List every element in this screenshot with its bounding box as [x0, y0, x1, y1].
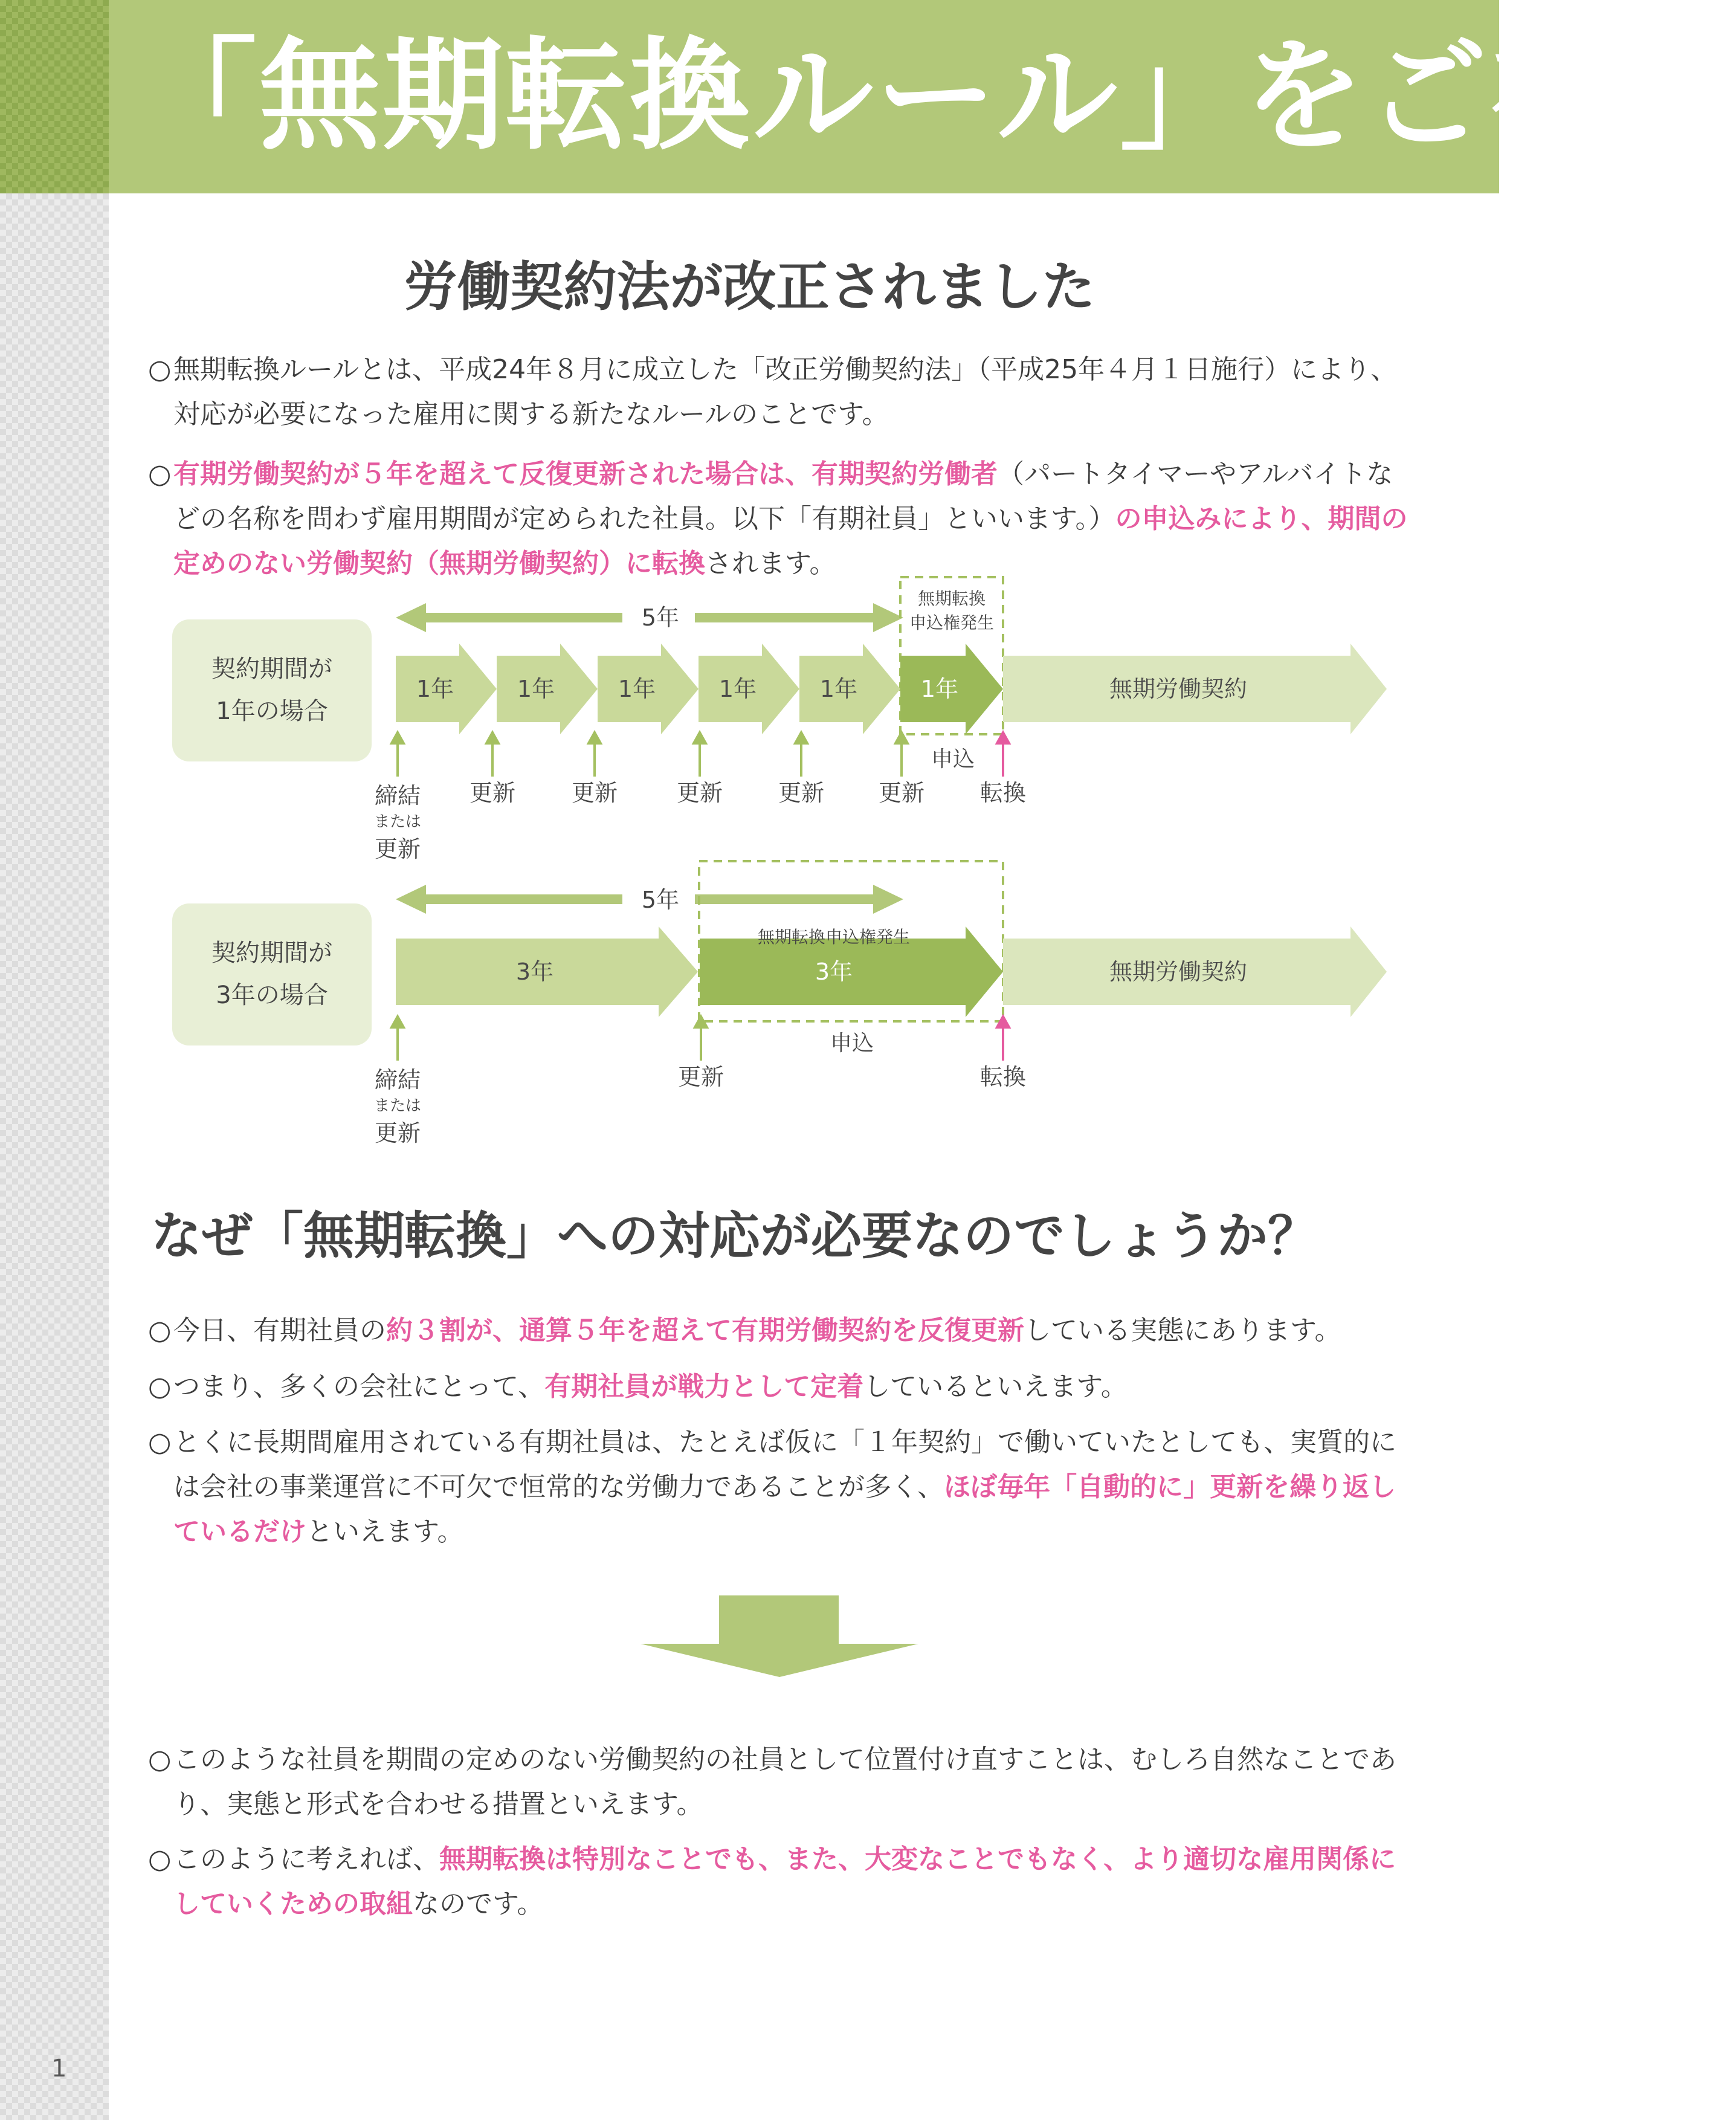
- paragraph-repositioning: [148, 1737, 1411, 1827]
- bullet-mark: ○: [148, 1844, 172, 1875]
- paragraph-text: このような社員を期間の定めのない労働契約の社員として位置付け直すことは、むしろ自然なことであり、実態と形式を合わせる措置といえます。: [173, 1744, 1396, 1820]
- convert-label: 転換: [979, 1064, 1027, 1090]
- right-label-line1: 無期転換: [917, 589, 986, 609]
- segment-label: 1年: [920, 676, 959, 702]
- down-arrow-icon: [641, 1595, 918, 1677]
- plain-text: 今日、有期社員の: [173, 1315, 386, 1346]
- case-label-line2: 1年の場合: [216, 697, 328, 725]
- bullet-mark: ○: [148, 354, 172, 385]
- final-label: 無期労働契約: [1109, 676, 1248, 702]
- section-title-law-revised: 労働契約法が改正されました: [404, 256, 1095, 318]
- bullet-mark: ○: [148, 1744, 172, 1775]
- segment-label: 3年: [515, 958, 554, 985]
- highlight-text: 有期社員が戦力として定着: [544, 1371, 864, 1402]
- plain-text: つまり、多くの会社にとって、: [173, 1371, 545, 1402]
- apply-label: 申込: [830, 1031, 874, 1056]
- conversion-marker: [997, 732, 1009, 777]
- convert-label: 転換: [979, 780, 1027, 806]
- bullet-mark: ○: [148, 1315, 172, 1346]
- five-year-span-arrow: [396, 885, 903, 914]
- case-label-box: [172, 619, 372, 761]
- right-label-line2: 申込権発生: [909, 613, 995, 633]
- final-label: 無期労働契約: [1109, 958, 1248, 985]
- diagram-3year: [172, 861, 1387, 1146]
- plain-text: このように考えれば、: [173, 1844, 439, 1875]
- first-event-or: または: [373, 1097, 422, 1115]
- paragraph-long-term-employees: [148, 1420, 1411, 1554]
- paragraph-text: [148, 1420, 1411, 1554]
- span-label: 5年: [641, 604, 680, 631]
- plain-text: とくに長期間雇用されている有期社員は、たとえば仮に「１年契約」で働いていたとしても、実質的には会社の事業運営に不可欠で恒常的な労働力であることが多く、: [173, 1427, 1396, 1502]
- bullet-mark: ○: [148, 1371, 172, 1402]
- paragraph-text: 無期転換ルールとは、平成24年８月に成立した「改正労働契約法」（平成25年４月１日施行）により、対応が必要になった雇用に関する新たなルールのことです。: [173, 354, 1398, 430]
- segment-label: 1年: [718, 676, 757, 702]
- plain-text: しているといえます。: [863, 1371, 1128, 1402]
- diagram-1year: [172, 577, 1387, 862]
- renew-label: 更新: [778, 780, 825, 806]
- first-event-renew: 更新: [374, 1120, 421, 1146]
- renew-label: 更新: [676, 780, 723, 806]
- event-markers: [392, 732, 908, 777]
- case-label-line1: 契約期間が: [211, 655, 332, 683]
- highlight-text: 無期転換は特別なことでも、また、大変なことでもなく、より適切な雇用関係にしていくための取組: [173, 1844, 1396, 1919]
- bullet-mark: ○: [148, 1427, 172, 1458]
- paragraph-text: [148, 1365, 1411, 1409]
- bullet-mark: ○: [148, 459, 172, 490]
- segment-label: 1年: [517, 676, 555, 702]
- first-event-or: または: [373, 813, 422, 831]
- plain-text: なのです。: [413, 1889, 544, 1919]
- segment-label: 1年: [416, 676, 454, 702]
- page-number: 1: [51, 2055, 67, 2083]
- apply-label: 申込: [931, 747, 975, 772]
- highlight-text: 有期労働契約が５年を超えて反復更新された場合は、有期契約労働者: [173, 459, 998, 490]
- segment-label: 3年: [815, 958, 853, 985]
- paragraph-established-workforce: [148, 1365, 1411, 1409]
- renew-label: 更新: [571, 780, 618, 806]
- event-markers: [392, 1016, 707, 1061]
- segment-label: 1年: [819, 676, 858, 702]
- renew-label: 更新: [677, 1064, 724, 1090]
- highlight-text: 約３割が、通算５年を超えて有期労働契約を反復更新: [386, 1315, 1024, 1346]
- case-label-line1: 契約期間が: [211, 939, 332, 967]
- paragraph-fact-30-percent: [148, 1308, 1411, 1353]
- conversion-marker: [997, 1016, 1009, 1061]
- plain-text: されます。: [705, 548, 836, 579]
- case-label-box: [172, 903, 372, 1045]
- right-label: 無期転換申込権発生: [757, 927, 911, 947]
- renew-label: 更新: [878, 780, 925, 806]
- paragraph-conclusion: [148, 1837, 1411, 1927]
- plain-text: している実態にあります。: [1024, 1315, 1341, 1346]
- first-event-label: 締結: [374, 1067, 421, 1093]
- highlight-text: の申込みにより、期間の定めのない労働契約（無期労働契約）に転換: [173, 503, 1408, 579]
- renew-label: 更新: [469, 780, 516, 806]
- first-event-renew: 更新: [374, 836, 421, 862]
- five-year-span-arrow: [396, 603, 903, 632]
- plain-text: といえます。: [306, 1516, 464, 1547]
- segment-label: 1年: [618, 676, 656, 702]
- paragraph-text: [148, 1837, 1411, 1927]
- paragraph-text: [148, 1308, 1411, 1353]
- case-label-line2: 3年の場合: [216, 981, 328, 1009]
- first-event-label: 締結: [374, 783, 421, 809]
- section-title-why-needed: なぜ「無期転換」への対応が必要なのでしょうか？: [151, 1206, 1319, 1265]
- page-title: 「無期転換ルール」をご存知: [136, 26, 1736, 167]
- plain-text: （パートタイマーやアルバイトなどの名称を問わず雇用期間が定められた社員。以下「有期社員」といいます。）: [173, 459, 1393, 534]
- highlight-text: ほぼ毎年「自動的に」更新を繰り返しているだけ: [173, 1472, 1396, 1547]
- span-label: 5年: [641, 887, 680, 913]
